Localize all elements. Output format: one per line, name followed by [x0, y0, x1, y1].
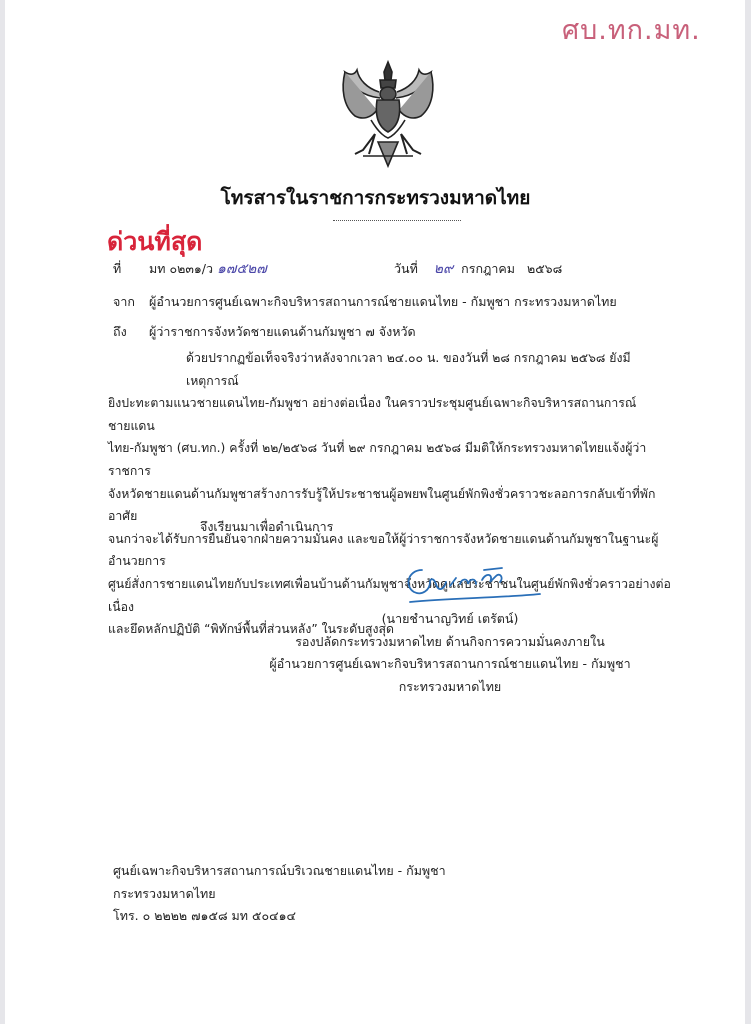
from-label: จาก [113, 294, 135, 309]
date-day-handwritten: ๒๙ [433, 261, 454, 277]
signatory-position: รองปลัดกระทรวงมหาดไทย ด้านกิจการความมั่นคงภายใน [295, 633, 605, 649]
footer-contact [113, 860, 446, 928]
reference-label: ที่ [113, 261, 122, 276]
signatory-name: (นายชำนาญวิทย์ เตรัตน์) [381, 611, 519, 626]
reference-handwritten-number: ๑๗๕๒๗ [217, 261, 267, 277]
body-line: ยิงปะทะตามแนวชายแดนไทย-กัมพูชา อย่างต่อเนื่อง ในคราวประชุมศูนย์เฉพาะกิจบริหารสถานการณ์ชายแดน [108, 396, 637, 433]
body-line: จังหวัดชายแดนด้านกัมพูชาสร้างการรับรู้ให้ประชาชนผู้อพยพในศูนย์พักพิงชั่วคราวชะลอการกลับเข้าที่พักอาศัย [108, 486, 656, 524]
footer-ministry: กระทรวงมหาดไทย [113, 885, 216, 901]
title-underline [333, 220, 461, 221]
office-stamp: ศบ.ทก.มท. [562, 15, 701, 46]
body-line: ด้วยปรากฏข้อเท็จจริงว่าหลังจากเวลา ๒๔.๐๐ น. ของวันที่ ๒๘ กรกฎาคม ๒๕๖๘ ยังมีเหตุการณ์ [186, 351, 631, 388]
date-label: วันที่ [394, 261, 418, 276]
garuda-emblem-icon [333, 58, 443, 170]
to-value: ผู้ว่าราชการจังหวัดชายแดนด้านกัมพูชา ๗ จังหวัด [149, 324, 416, 339]
date-row [394, 258, 562, 280]
page-edge-right [745, 0, 751, 1024]
closing-text: จึงเรียนมาเพื่อดำเนินการ [200, 519, 334, 534]
date-month: กรกฎาคม [461, 261, 516, 276]
footer-office: ศูนย์เฉพาะกิจบริหารสถานการณ์บริเวณชายแดนไทย - กัมพูชา [113, 863, 446, 878]
body-line: จนกว่าจะได้รับการยืนยันจากฝ่ายความมั่นคง และขอให้ผู้ว่าราชการจังหวัดชายแดนด้านกัมพูชาในฐานะผู้อำนวยการ [108, 531, 659, 569]
reference-number: มท ๐๒๓๑/ว [149, 261, 214, 276]
from-row [113, 292, 617, 312]
body-line: ไทย-กัมพูชา (ศบ.ทก.) ครั้งที่ ๒๒/๒๕๖๘ วันที่ ๒๙ กรกฎาคม ๒๕๖๘ มีมติให้กระทรวงมหาดไทยแจ้งผู้ว่าราชการ [108, 441, 647, 478]
document-title: โทรสารในราชการกระทรวงมหาดไทย [220, 187, 531, 209]
body-line: ศูนย์สั่งการชายแดนไทยกับประเทศเพื่อนบ้านด้านกัมพูชาจังหวัดดูแลประชาชนในศูนย์พักพิงชั่วคราวอย่างต่อเนื่อง [108, 576, 671, 614]
reference-row [113, 258, 267, 280]
date-year: ๒๕๖๘ [526, 261, 563, 276]
footer-phone: โทร. ๐ ๒๒๒๒ ๗๑๕๘ มท ๕๐๔๑๔ [113, 908, 296, 923]
signatory-position: กระทรวงมหาดไทย [398, 678, 502, 694]
urgency-label: ด่วนที่สุด [107, 227, 203, 256]
signatory-block [200, 608, 700, 698]
body-paragraph [108, 347, 678, 641]
to-label: ถึง [113, 324, 127, 339]
body-line: และยึดหลักปฏิบัติ “พิทักษ์พื้นที่ส่วนหลัง” ในระดับสูงสุด [108, 622, 395, 637]
signatory-position: ผู้อำนวยการศูนย์เฉพาะกิจบริหารสถานการณ์ชายแดนไทย - กัมพูชา [269, 656, 631, 671]
signature-icon [400, 560, 550, 610]
to-row [113, 322, 416, 342]
from-value: ผู้อำนวยการศูนย์เฉพาะกิจบริหารสถานการณ์ชายแดนไทย - กัมพูชา กระทรวงมหาดไทย [149, 294, 617, 309]
